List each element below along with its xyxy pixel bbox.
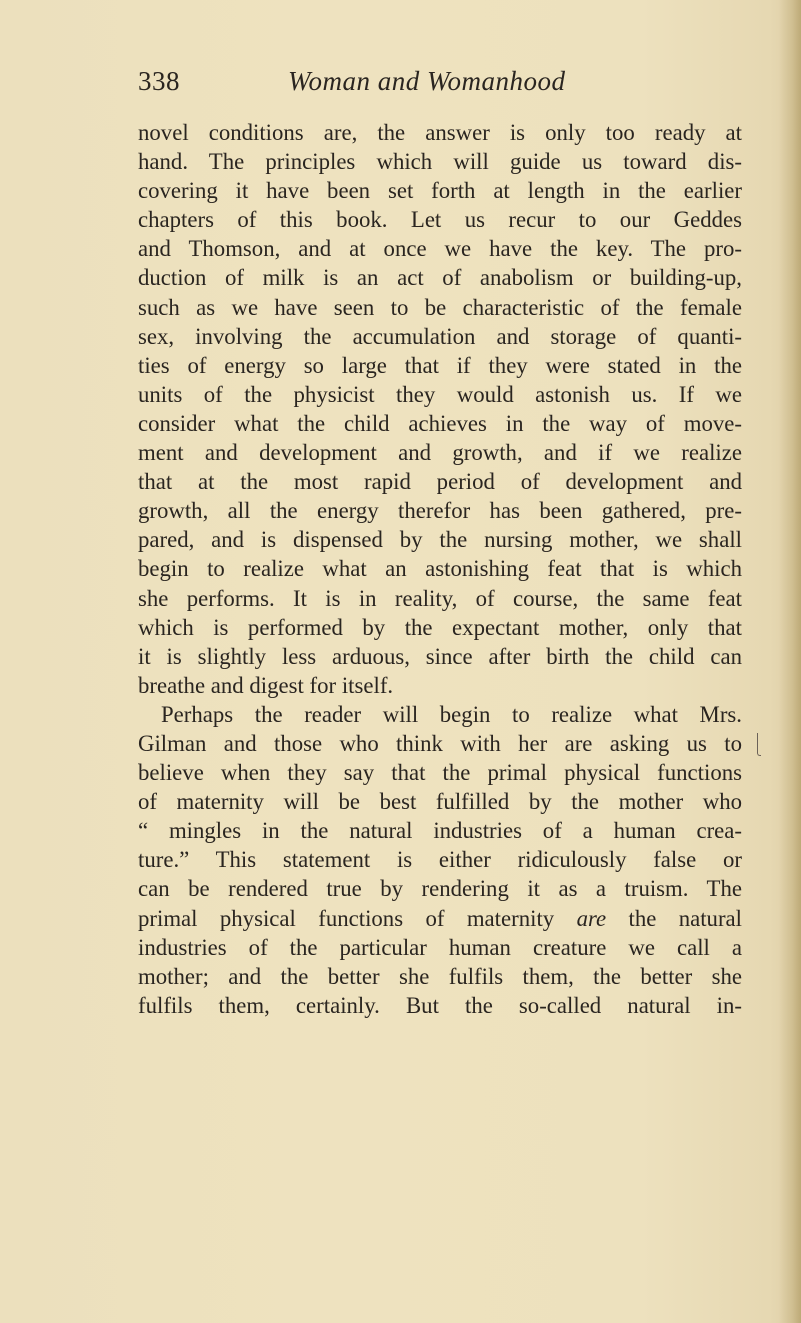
- text-line: ment and development and growth, and if we realize: [138, 440, 742, 466]
- paragraph-1: [138, 118, 742, 700]
- text-line: units of the physicist they would astonish us. If we: [138, 381, 742, 407]
- text-run: the natural: [606, 905, 743, 931]
- text-line: and Thomson, and at once we have the key. The pro-: [138, 236, 742, 262]
- text-line: consider what the child achieves in the way of move-: [138, 410, 742, 436]
- body-text: [138, 118, 742, 1020]
- text-line: duction of milk is an act of anabolism or building-up,: [138, 265, 742, 291]
- running-head: [138, 66, 658, 106]
- text-line: can be rendered true by rendering it as a truism. The: [138, 876, 742, 902]
- text-line: such as we have seen to be characteristic of the female: [138, 294, 742, 320]
- paragraph-2: [138, 700, 742, 1020]
- text-line: hand. The principles which will guide us toward dis-: [138, 149, 742, 175]
- text-line: growth, all the energy therefor has been gathered, pre-: [138, 498, 742, 524]
- text-line: fulfils them, certainly. But the so-called natural in-: [138, 992, 742, 1018]
- text-line: sex, involving the accumulation and storage of quanti-: [138, 323, 742, 349]
- text-line: begin to realize what an astonishing feat that is which: [138, 556, 742, 582]
- text-line: which is performed by the expectant mother, only that: [138, 614, 742, 640]
- text-line: believe when they say that the primal physical functions: [138, 760, 742, 786]
- text-line: Gilman and those who think with her are asking us to: [138, 730, 742, 756]
- margin-pencil-mark: [757, 733, 761, 756]
- text-line: of maternity will be best fulfilled by the mother who: [138, 789, 742, 815]
- text-line-with-italic: [138, 904, 742, 933]
- text-line: ture.” This statement is either ridiculously false or: [138, 847, 742, 873]
- text-line: pared, and is dispensed by the nursing mother, we shall: [138, 527, 742, 553]
- text-line: covering it have been set forth at length in the earlier: [138, 178, 742, 204]
- text-line: she performs. It is in reality, of course, the same feat: [138, 585, 742, 611]
- text-line: industries of the particular human creature we call a: [138, 934, 742, 960]
- text-line: “ mingles in the natural industries of a human crea-: [138, 818, 742, 844]
- text-line: mother; and the better she fulfils them, the better she: [138, 963, 742, 989]
- text-line: breathe and digest for itself.: [138, 672, 394, 698]
- text-line: that at the most rapid period of development and: [138, 469, 742, 495]
- text-line: ties of energy so large that if they were stated in the: [138, 352, 742, 378]
- running-title: Woman and Womanhood: [288, 66, 566, 96]
- text-line: Perhaps the reader will begin to realize what Mrs.: [161, 701, 742, 727]
- page-edge-shadow: [779, 0, 801, 1323]
- text-line: novel conditions are, the answer is only too ready at: [138, 120, 742, 145]
- text-line: it is slightly less arduous, since after birth the child can: [138, 643, 742, 669]
- text-run: primal physical functions of maternity: [138, 905, 577, 931]
- text-line: chapters of this book. Let us recur to our Geddes: [138, 207, 742, 233]
- page-number: 338: [138, 66, 180, 96]
- italic-emphasis: are: [576, 905, 607, 931]
